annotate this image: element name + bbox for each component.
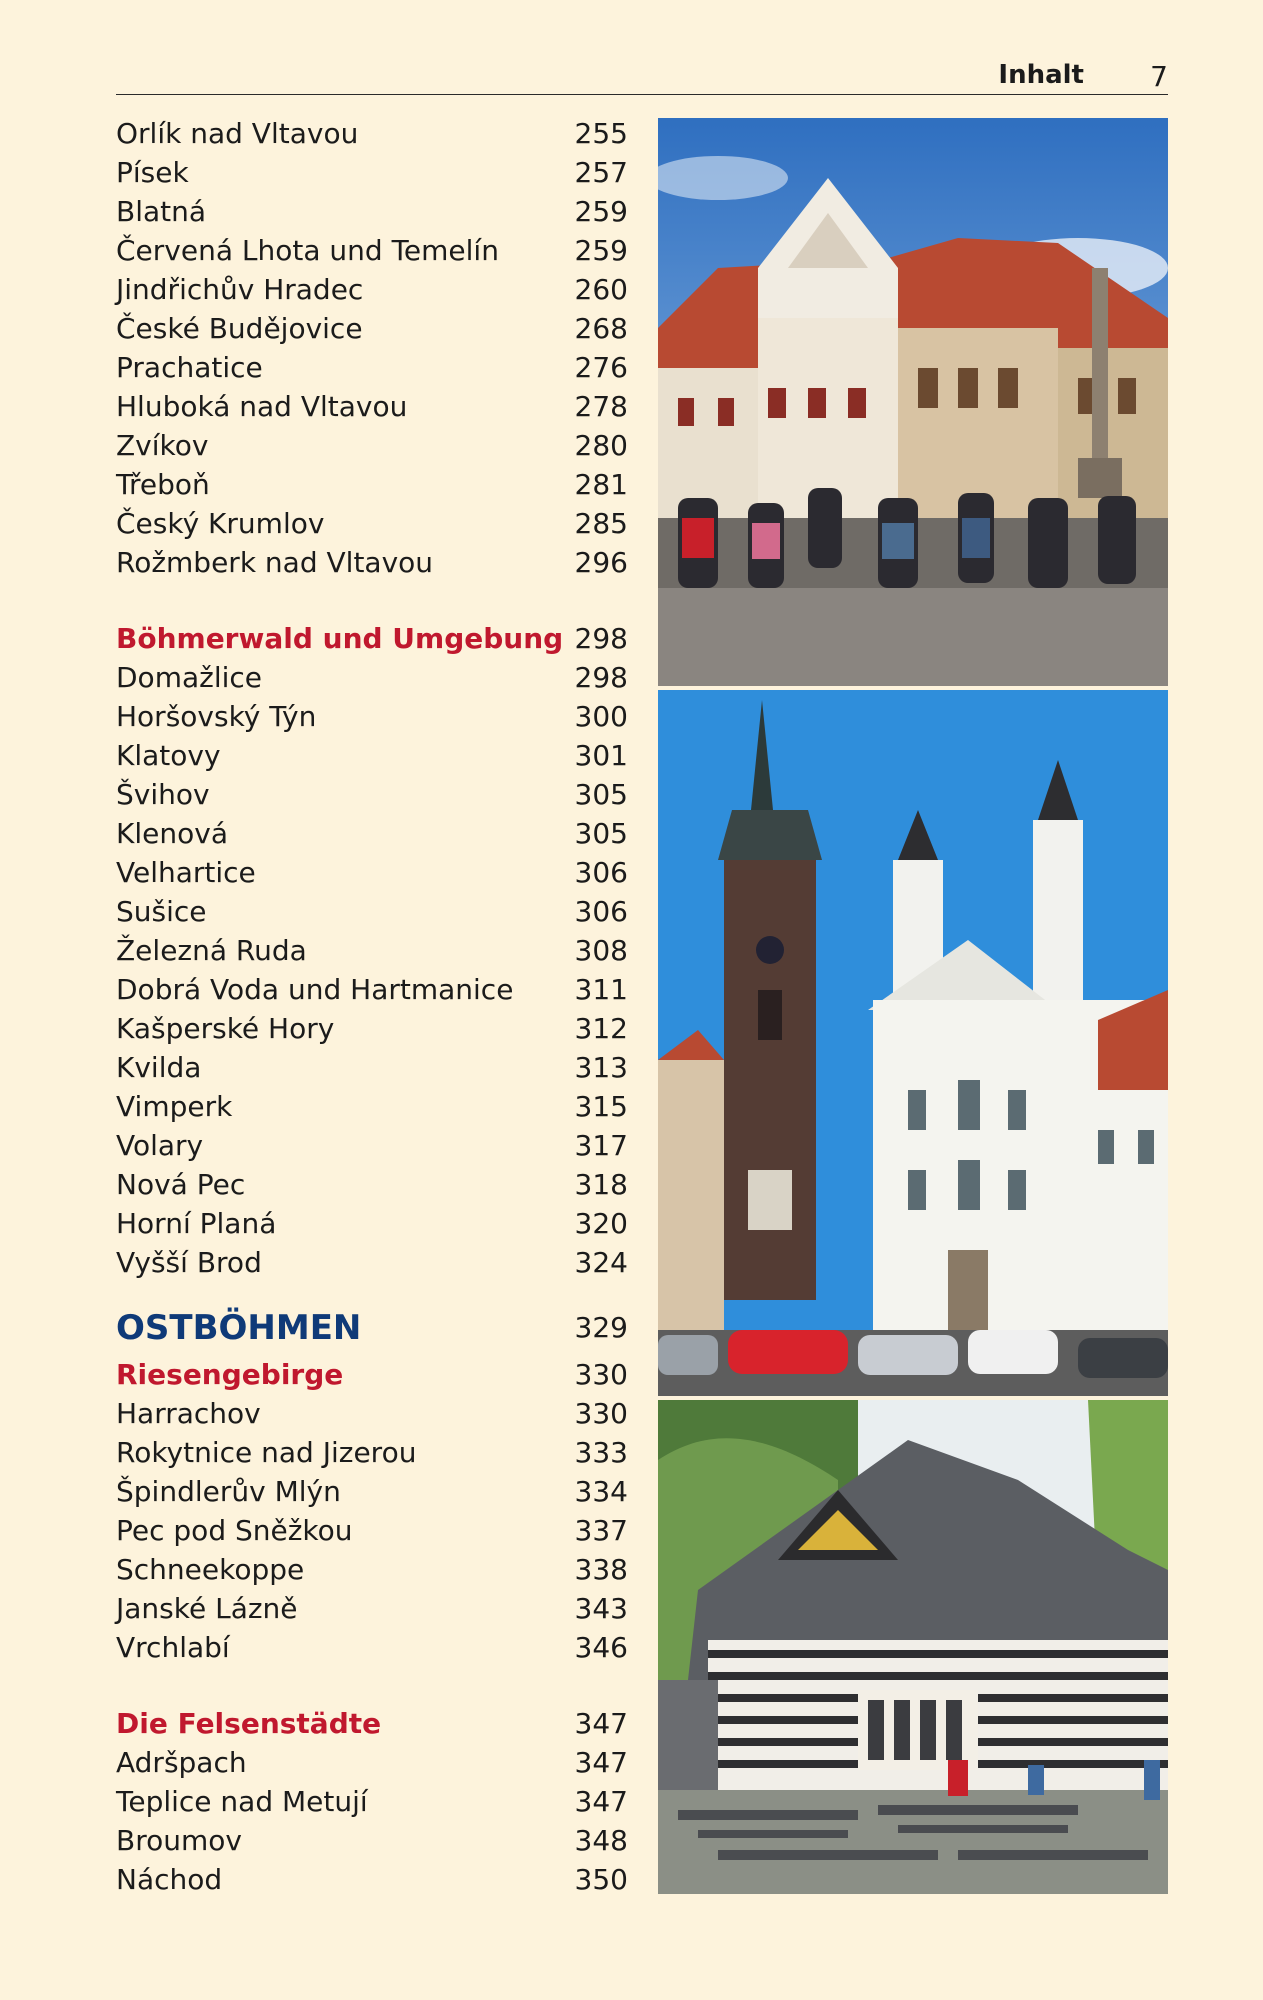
toc-entry[interactable]	[116, 931, 628, 970]
toc-entry-page: 255	[574, 117, 628, 150]
toc-entry-page: 306	[574, 895, 628, 928]
toc-entry-page: 305	[574, 817, 628, 850]
toc-entry-page: 317	[574, 1129, 628, 1162]
toc-entry[interactable]	[116, 1165, 628, 1204]
toc-entry-page: 308	[574, 934, 628, 967]
toc-entry[interactable]	[116, 1433, 628, 1472]
toc-entry-title: Třeboň	[116, 468, 210, 501]
toc-heading-title: Riesengebirge	[116, 1358, 344, 1391]
toc-entry-title: Horšovský Týn	[116, 700, 317, 733]
toc-entry-title: Dobrá Voda und Hartmanice	[116, 973, 514, 1006]
toc-entry-title: Kašperské Hory	[116, 1012, 335, 1045]
toc-entry-title: Sušice	[116, 895, 207, 928]
toc-region-title: OSTBÖHMEN	[116, 1308, 362, 1348]
toc-entry-page: 268	[574, 312, 628, 345]
toc-entry-page: 311	[574, 973, 628, 1006]
toc-entry-page: 338	[574, 1553, 628, 1586]
toc-entry-page: 330	[574, 1397, 628, 1430]
toc-entry-page: 306	[574, 856, 628, 889]
toc-entry-title: Horní Planá	[116, 1207, 277, 1240]
toc-entry[interactable]	[116, 853, 628, 892]
toc-region-page: 329	[574, 1311, 628, 1344]
page-header	[116, 58, 1168, 95]
toc-entry[interactable]	[116, 1589, 628, 1628]
toc-entry[interactable]	[116, 387, 628, 426]
toc-entry-title: Zvíkov	[116, 429, 209, 462]
toc-entry-title: Rokytnice nad Jizerou	[116, 1436, 417, 1469]
toc-entry[interactable]	[116, 1394, 628, 1433]
toc-entry-page: 350	[574, 1863, 628, 1896]
toc-entry-page: 257	[574, 156, 628, 189]
toc-entry-page: 333	[574, 1436, 628, 1469]
toc-entry-title: Schneekoppe	[116, 1553, 305, 1586]
toc-entry-title: Pec pod Sněžkou	[116, 1514, 353, 1547]
toc-entry-page: 312	[574, 1012, 628, 1045]
toc-entry[interactable]	[116, 1243, 628, 1282]
toc-entry-page: 296	[574, 546, 628, 579]
page-number: 7	[1150, 60, 1168, 93]
toc-entry-title: Vrchlabí	[116, 1631, 230, 1664]
toc-entry[interactable]	[116, 1048, 628, 1087]
toc-entry-page: 280	[574, 429, 628, 462]
toc-entry-title: Vimperk	[116, 1090, 233, 1123]
toc-entry-page: 278	[574, 390, 628, 423]
toc-entry-page: 337	[574, 1514, 628, 1547]
toc-entry-page: 276	[574, 351, 628, 384]
toc-entry-page: 259	[574, 195, 628, 228]
toc-entry-page: 347	[574, 1746, 628, 1779]
toc-entry-page: 334	[574, 1475, 628, 1508]
toc-entry[interactable]	[116, 543, 628, 582]
toc-entry[interactable]	[116, 1743, 628, 1782]
toc-entry-title: Rožmberk nad Vltavou	[116, 546, 434, 579]
wooden-chalet-image	[658, 1400, 1168, 1894]
toc-heading-page: 330	[574, 1358, 628, 1391]
toc-entry[interactable]	[116, 1204, 628, 1243]
toc-entry-page: 260	[574, 273, 628, 306]
toc-entry[interactable]	[116, 1126, 628, 1165]
toc-entry[interactable]	[116, 309, 628, 348]
toc-entry-page: 348	[574, 1824, 628, 1857]
toc-entry[interactable]	[116, 192, 628, 231]
toc-entry[interactable]	[116, 153, 628, 192]
toc-entry-page: 346	[574, 1631, 628, 1664]
toc-entry[interactable]	[116, 814, 628, 853]
toc-entry-title: Adršpach	[116, 1746, 247, 1779]
toc-entry[interactable]	[116, 1821, 628, 1860]
toc-entry[interactable]	[116, 465, 628, 504]
toc-entry[interactable]	[116, 1472, 628, 1511]
toc-entry-title: Harrachov	[116, 1397, 261, 1430]
toc-section-heading[interactable]	[116, 1355, 628, 1394]
toc-entry-page: 315	[574, 1090, 628, 1123]
toc-entry-title: Teplice nad Metují	[116, 1785, 368, 1818]
toc-entry-title: Železná Ruda	[116, 934, 307, 967]
toc-entry[interactable]	[116, 1628, 628, 1667]
toc-entry-title: Jindřichův Hradec	[116, 273, 364, 306]
toc-section-heading[interactable]	[116, 619, 628, 658]
toc-entry-page: 320	[574, 1207, 628, 1240]
toc-entry[interactable]	[116, 270, 628, 309]
toc-entry-title: Prachatice	[116, 351, 263, 384]
toc-entry-title: Špindlerův Mlýn	[116, 1475, 341, 1508]
toc-region-heading[interactable]	[116, 1306, 628, 1350]
toc-entry[interactable]	[116, 426, 628, 465]
toc-entry[interactable]	[116, 504, 628, 543]
toc-entry-page: 347	[574, 1785, 628, 1818]
toc-entry-title: Hluboká nad Vltavou	[116, 390, 408, 423]
toc-entry-title: Domažlice	[116, 661, 263, 694]
toc-entry-title: Červená Lhota und Temelín	[116, 234, 499, 267]
toc-entry-title: Nová Pec	[116, 1168, 246, 1201]
toc-entry-page: 324	[574, 1246, 628, 1279]
toc-entry-title: Švihov	[116, 778, 210, 811]
toc-entry-title: Broumov	[116, 1824, 242, 1857]
toc-entry[interactable]	[116, 1782, 628, 1821]
section-title: Inhalt	[998, 60, 1084, 90]
toc-section-heading[interactable]	[116, 1704, 628, 1743]
toc-entry-title: Kvilda	[116, 1051, 202, 1084]
toc-entry[interactable]	[116, 892, 628, 931]
toc-entry-page: 301	[574, 739, 628, 772]
toc-entry[interactable]	[116, 348, 628, 387]
toc-entry-page: 313	[574, 1051, 628, 1084]
toc-entry[interactable]	[116, 1087, 628, 1126]
photo-column	[658, 118, 1168, 1898]
toc-entry[interactable]	[116, 231, 628, 270]
toc-entry-title: Volary	[116, 1129, 204, 1162]
photo-tower-church	[658, 690, 1168, 1396]
toc-entry-title: Náchod	[116, 1863, 223, 1896]
toc-entry-title: Vyšší Brod	[116, 1246, 262, 1279]
toc-entry[interactable]	[116, 970, 628, 1009]
toc-entry-title: Český Krumlov	[116, 507, 325, 540]
toc-entry-title: České Budějovice	[116, 312, 363, 345]
toc-heading-page: 347	[574, 1707, 628, 1740]
toc-entry-title: Klatovy	[116, 739, 221, 772]
toc-entry-title: Orlík nad Vltavou	[116, 117, 359, 150]
toc-entry[interactable]	[116, 775, 628, 814]
toc-entry-page: 259	[574, 234, 628, 267]
toc-entry-page: 281	[574, 468, 628, 501]
photo-wooden-chalet	[658, 1400, 1168, 1894]
toc-entry[interactable]	[116, 1550, 628, 1589]
toc-entry-title: Blatná	[116, 195, 207, 228]
toc-entry[interactable]	[116, 1511, 628, 1550]
toc-entry-page: 305	[574, 778, 628, 811]
toc-entry[interactable]	[116, 736, 628, 775]
toc-entry-page: 298	[574, 661, 628, 694]
photo-town-square	[658, 118, 1168, 686]
toc-entry[interactable]	[116, 114, 628, 153]
tower-church-image	[658, 690, 1168, 1396]
toc-heading-title: Böhmerwald und Umgebung	[116, 622, 564, 655]
toc-entry-title: Písek	[116, 156, 189, 189]
toc-entry[interactable]	[116, 697, 628, 736]
toc-entry[interactable]	[116, 658, 628, 697]
toc-entry-page: 285	[574, 507, 628, 540]
toc-entry-title: Janské Lázně	[116, 1592, 298, 1625]
toc-entry[interactable]	[116, 1860, 628, 1899]
town-square-image	[658, 118, 1168, 686]
toc-entry[interactable]	[116, 1009, 628, 1048]
toc-entry-page: 318	[574, 1168, 628, 1201]
toc-entry-page: 343	[574, 1592, 628, 1625]
toc-entry-title: Velhartice	[116, 856, 256, 889]
toc-entry-page: 300	[574, 700, 628, 733]
toc-heading-title: Die Felsenstädte	[116, 1707, 382, 1740]
table-of-contents	[116, 114, 628, 1899]
toc-entry-title: Klenová	[116, 817, 228, 850]
toc-heading-page: 298	[574, 622, 628, 655]
